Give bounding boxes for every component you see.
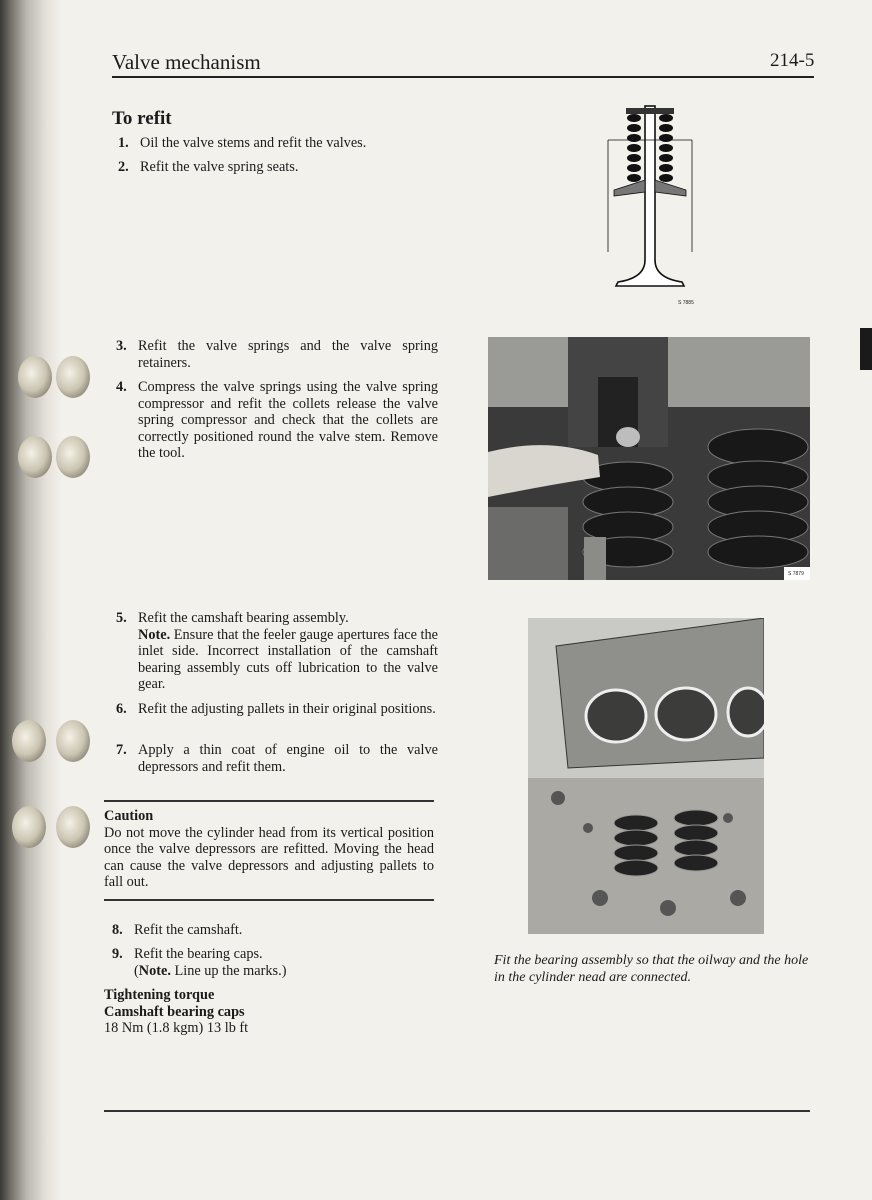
figure-label: S 7879 — [788, 571, 804, 577]
step-8 — [112, 922, 434, 939]
step-number: 3. — [116, 338, 127, 354]
header-divider — [112, 76, 814, 78]
caution-text: Do not move the cylinder head from its vertical position once the valve depressors are refitted. Moving the head can cause the valve depressors and adjusting pallets to fall out. — [104, 824, 434, 890]
step-7 — [116, 742, 438, 775]
torque-heading: Tightening torque — [104, 987, 215, 1003]
spring-compressor-photo — [488, 337, 810, 580]
step-note — [134, 963, 434, 980]
note-label: Note. — [138, 626, 171, 643]
note-text: Line up the marks.) — [170, 962, 287, 979]
step-5 — [116, 610, 438, 693]
caution-title: Caution — [104, 808, 154, 824]
step-text: Refit the adjusting pallets in their original positions. — [138, 701, 436, 717]
torque-spec — [104, 987, 404, 1037]
page-number: 214-5 — [770, 50, 815, 71]
caution-bottom-rule — [104, 899, 434, 901]
binder-hole-icon — [56, 806, 90, 848]
step-text: Refit the bearing caps. — [134, 946, 263, 962]
footer-divider — [104, 1110, 810, 1112]
step-number: 9. — [112, 946, 123, 962]
binder-hole-icon — [56, 356, 90, 398]
figure-label: S 7885 — [678, 300, 694, 306]
note-label: Note. — [138, 962, 171, 979]
step-text: Refit the camshaft. — [134, 922, 243, 938]
step-number: 7. — [116, 742, 127, 758]
step-number: 2. — [118, 159, 129, 175]
binder-hole-icon — [12, 806, 46, 848]
binder-hole-icon — [12, 720, 46, 762]
caution-box — [104, 808, 434, 891]
step-note — [138, 627, 438, 693]
step-number: 4. — [116, 379, 127, 395]
step-text: Oil the valve stems and refit the valves. — [140, 135, 367, 151]
step-number: 5. — [116, 610, 127, 626]
bearing-assembly-image — [528, 618, 764, 934]
step-text: Refit the camshaft bearing assembly. — [138, 610, 349, 626]
step-number: 1. — [118, 135, 129, 151]
torque-item: Camshaft bearing caps — [104, 1003, 245, 1020]
section-tab-marker — [860, 328, 872, 370]
step-2 — [118, 159, 438, 176]
section-heading: To refit — [112, 108, 172, 129]
step-6 — [116, 701, 438, 718]
caution-top-rule — [104, 800, 434, 802]
step-text: Refit the valve spring seats. — [140, 159, 299, 175]
step-text: Compress the valve springs using the valve spring compressor and refit the collets release the valve spring compressor and check that the collets are correctly positioned round the valve stem. Remove the tool. — [138, 379, 438, 461]
step-1 — [118, 135, 438, 152]
step-text: Refit the valve springs and the valve spring retainers. — [138, 338, 438, 371]
page-title: Valve mechanism — [112, 50, 261, 74]
bearing-assembly-photo — [528, 618, 764, 934]
step-number: 8. — [112, 922, 123, 938]
step-3 — [116, 338, 438, 371]
step-9 — [112, 946, 434, 979]
note-open: ( — [134, 962, 139, 979]
binder-hole-icon — [56, 436, 90, 478]
binder-hole-icon — [18, 356, 52, 398]
step-4 — [116, 379, 438, 462]
valve-diagram-drawing — [600, 100, 700, 312]
step-number: 6. — [116, 701, 127, 717]
binder-hole-icon — [18, 436, 52, 478]
binder-hole-icon — [56, 720, 90, 762]
page-binding-shadow — [0, 0, 62, 1200]
note-text: Ensure that the feeler gauge apertures face the inlet side. Incorrect installation of the camshaft bearing assembly cuts off lubrication to the valve gear. — [138, 626, 438, 692]
torque-value: 18 Nm (1.8 kgm) 13 lb ft — [104, 1020, 249, 1036]
step-text: Apply a thin coat of engine oil to the valve depressors and refit them. — [138, 742, 438, 775]
figure-caption: Fit the bearing assembly so that the oilway and the hole in the cylinder nead are connected. — [494, 953, 809, 985]
valve-diagram — [600, 100, 700, 312]
spring-compressor-image — [488, 337, 810, 580]
